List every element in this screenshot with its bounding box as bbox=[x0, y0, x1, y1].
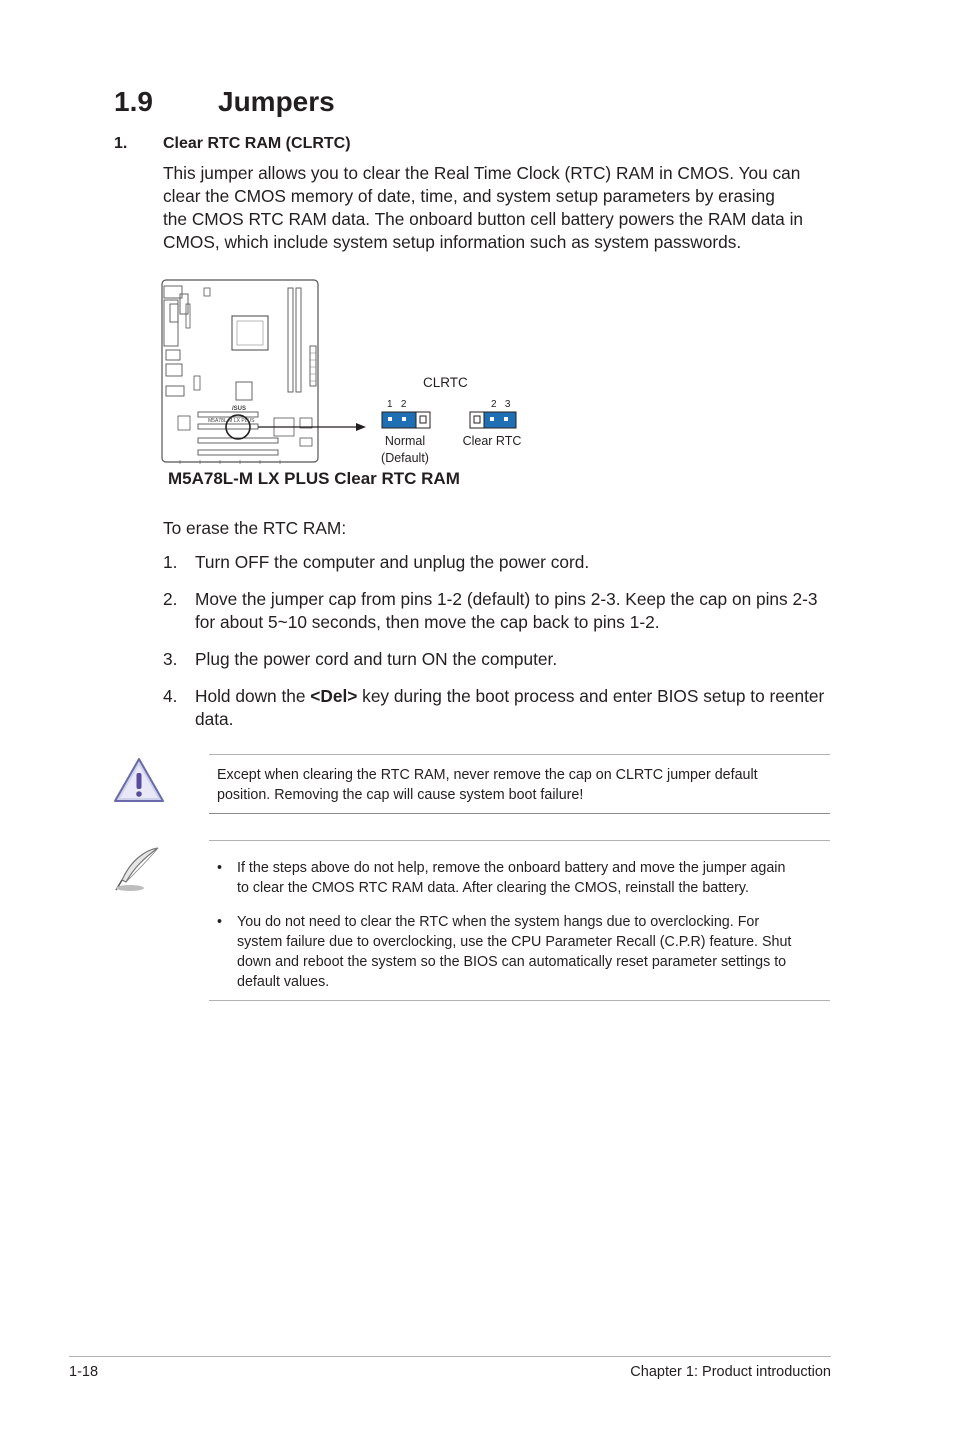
clrtc-label: CLRTC bbox=[423, 375, 468, 390]
note-bottom-rule bbox=[209, 1000, 830, 1001]
normal-label-line: Normal bbox=[384, 434, 426, 448]
step-2 bbox=[163, 588, 833, 636]
step-text-line: Move the jumper cap from pins 1-2 (default) to pins 2-3. Keep the cap on pins 2-3 bbox=[195, 589, 818, 609]
section-title: Jumpers bbox=[218, 86, 335, 117]
page-number: 1-18 bbox=[69, 1364, 99, 1380]
step-text-line: data. bbox=[195, 709, 234, 729]
normal-label bbox=[372, 433, 438, 467]
intro-line: clear the CMOS memory of date, time, and system setup parameters by erasing bbox=[163, 186, 775, 206]
chipset bbox=[236, 382, 252, 400]
caution-text bbox=[217, 765, 827, 805]
clear-rtc-label: Clear RTC bbox=[462, 434, 522, 448]
step-3 bbox=[163, 648, 833, 672]
note-line: to clear the CMOS RTC RAM data. After clearing the CMOS, reinstall the battery. bbox=[237, 880, 749, 896]
caution-line: Except when clearing the RTC RAM, never remove the cap on CLRTC jumper default bbox=[217, 767, 758, 783]
note-bullet-1 bbox=[217, 858, 837, 898]
step-text bbox=[195, 588, 835, 634]
chapter-title: Chapter 1: Product introduction bbox=[630, 1364, 831, 1380]
note-line: default values. bbox=[237, 974, 330, 990]
step-number: 1. bbox=[163, 552, 178, 572]
procedure-intro: To erase the RTC RAM: bbox=[163, 518, 347, 538]
dimm-slots bbox=[288, 288, 301, 392]
quill-note-icon bbox=[110, 844, 164, 894]
section-number: 1.9 bbox=[114, 86, 153, 117]
warning-icon bbox=[112, 756, 166, 804]
io-panel bbox=[164, 286, 188, 396]
step-1 bbox=[163, 551, 833, 575]
caution-line: position. Removing the cap will cause system boot failure! bbox=[217, 787, 584, 803]
intro-line: the CMOS RTC RAM data. The onboard button cell battery powers the RAM data in bbox=[163, 209, 804, 229]
step-text bbox=[195, 685, 835, 731]
step-text: Plug the power cord and turn ON the computer. bbox=[195, 649, 558, 669]
note-line: If the steps above do not help, remove the onboard battery and move the jumper again bbox=[237, 860, 786, 876]
step-text-pre: Hold down the bbox=[195, 686, 311, 706]
normal-pin-numbers: 1 2 bbox=[387, 399, 407, 410]
item-number: 1. bbox=[114, 135, 128, 152]
diagram-caption: M5A78L-M LX PLUS Clear RTC RAM bbox=[168, 469, 460, 488]
note-line: system failure due to overclocking, use the CPU Parameter Recall (C.P.R) feature. Shut bbox=[237, 934, 792, 950]
step-text-line: for about 5~10 seconds, then move the cap back to pins 1-2. bbox=[195, 612, 660, 632]
note-bullet-2 bbox=[217, 912, 837, 992]
step-number: 3. bbox=[163, 649, 178, 669]
bullet-dot: • bbox=[217, 914, 223, 930]
board-logo: /SUS bbox=[232, 406, 247, 412]
board-silkscreen: M5A78L-M LX PLUS bbox=[208, 418, 255, 424]
caution-top-rule bbox=[209, 754, 830, 755]
step-text: Turn OFF the computer and unplug the power cord. bbox=[195, 552, 590, 572]
step-text-post: key during the boot process and enter BIOS setup to reenter bbox=[357, 686, 825, 706]
bullet-dot: • bbox=[217, 860, 223, 876]
del-key-label: <Del> bbox=[310, 686, 358, 706]
default-label-line: (Default) bbox=[381, 451, 429, 465]
footer-rule bbox=[69, 1356, 831, 1357]
step-4 bbox=[163, 685, 833, 733]
note-line: down and reboot the system so the BIOS can automatically reset parameter settings to bbox=[237, 954, 787, 970]
clear-jumper-icon bbox=[470, 412, 516, 428]
jumper-graphics bbox=[380, 410, 530, 430]
header-pins bbox=[186, 288, 210, 328]
note-line: You do not need to clear the RTC when the system hangs due to overclocking. For bbox=[237, 914, 760, 930]
pointer-arrowhead bbox=[356, 423, 366, 431]
atx-power bbox=[310, 346, 316, 386]
caution-bottom-rule bbox=[209, 813, 830, 814]
intro-line: CMOS, which include system setup information such as system passwords. bbox=[163, 232, 742, 252]
step-text-line bbox=[195, 685, 835, 708]
normal-jumper-icon bbox=[382, 412, 430, 428]
clear-pin-numbers: 2 3 bbox=[491, 399, 511, 410]
intro-paragraph bbox=[163, 162, 823, 254]
step-number: 4. bbox=[163, 686, 178, 706]
item-title: Clear RTC RAM (CLRTC) bbox=[163, 135, 351, 152]
board-outline bbox=[162, 280, 318, 462]
step-number: 2. bbox=[163, 589, 178, 609]
intro-line: This jumper allows you to clear the Real Time Clock (RTC) RAM in CMOS. You can bbox=[163, 163, 801, 183]
note-top-rule bbox=[209, 840, 830, 841]
